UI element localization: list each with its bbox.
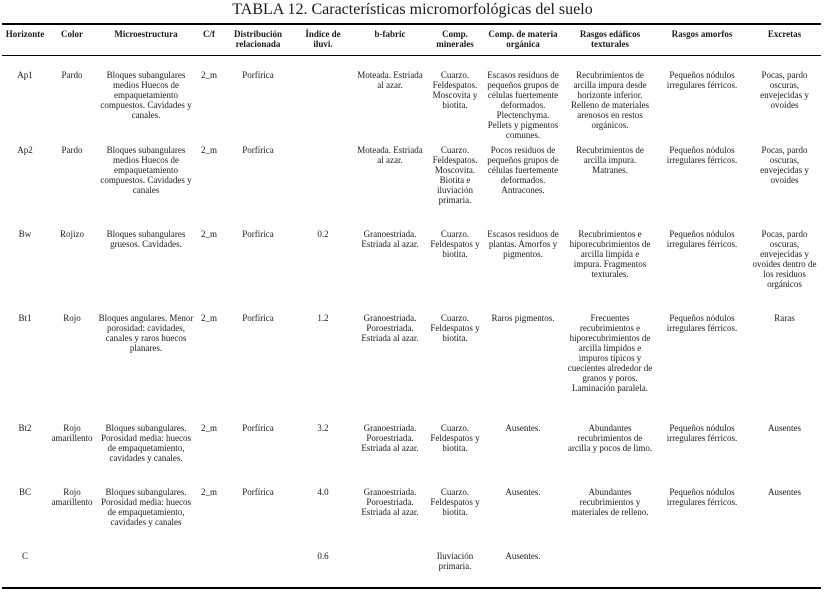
table-row <box>2 487 821 551</box>
cell-horizonte: Ap1 <box>17 70 33 80</box>
cell-horizonte: Bw <box>18 229 32 239</box>
cell-mineral: Cuarzo. Feldespatos. Moscovita y biotita. <box>432 70 478 110</box>
table-row <box>2 423 821 487</box>
cell-excretas: Pocas, pardo oscuras, envejecidas y ovoides <box>760 145 809 185</box>
cell-cf: 2_m <box>200 313 217 323</box>
cell-mineral: Iluviación primaria. <box>436 551 474 571</box>
table-title: TABLA 12. Características micromorfológicas del suelo <box>232 1 593 18</box>
cell-cf: 2_m <box>200 70 217 80</box>
col-header-color: Color <box>61 29 83 39</box>
cell-microestructura: Bloques subangulares medios Huecos de empaquetamiento compuestos. Cavidades y canales. <box>100 70 192 120</box>
cell-horizonte: Bt2 <box>18 423 32 433</box>
col-header-mineral: Comp. minerales <box>436 29 474 49</box>
cell-materia: Pocos residuos de pequeños grupos de células fuertemente deformados. Antracones. <box>487 145 559 195</box>
cell-excretas: Raras <box>774 313 795 323</box>
table-row <box>2 145 821 229</box>
col-header-excretas: Excretas <box>767 29 802 39</box>
cell-excretas <box>748 551 821 575</box>
cell-excretas: Ausentes <box>768 423 801 433</box>
cell-color: Rojo amarillento <box>51 487 93 507</box>
cell-amorfos: Pequeños nódulos irregulares férricos. <box>666 423 738 443</box>
cell-bfabric: Granoestriada. Poroestriada. Estriada al azar. <box>361 423 419 453</box>
cell-cf: 2_m <box>200 145 217 155</box>
cell-excretas: Ausentes <box>768 487 801 497</box>
cell-mineral: Cuarzo. Feldespatos y biotita. <box>430 313 480 343</box>
cell-amorfos <box>656 551 748 575</box>
table-row <box>2 229 821 313</box>
col-header-cf: C/f <box>203 29 215 39</box>
cell-materia: Ausentes. <box>505 487 541 497</box>
cell-color: Rojo <box>63 313 81 323</box>
cell-indice: 1.2 <box>317 313 329 323</box>
cell-bfabric: Moteada. Estriada al azar. <box>357 145 423 165</box>
cell-cf <box>196 551 222 575</box>
cell-cf: 2_m <box>200 423 217 433</box>
cell-microestructura: Bloques subangulares. Porosidad media: huecos de empaquetamiento, cavidades y canales. <box>101 423 191 463</box>
table-row <box>2 59 821 145</box>
table-row <box>2 313 821 423</box>
cell-cf: 2_m <box>200 487 217 497</box>
micromorphology-table <box>2 25 821 575</box>
cell-distribucion: Porfírica <box>242 70 274 80</box>
cell-amorfos: Pequeños nódulos irregulares férricos. <box>666 145 738 165</box>
cell-edaficos: Frecuentes recubrimientos e hiporecubrimientos de arcilla límpidos e impuros típicos y cuecientes alrededor de granos y poros. Laminación paralela. <box>567 313 653 393</box>
col-header-distribucion: Distribución relacionada <box>233 29 282 49</box>
cell-bfabric <box>352 551 428 575</box>
bottom-rule <box>2 587 821 589</box>
cell-materia: Escasos residuos de plantas. Amorfos y pigmentos. <box>487 229 559 259</box>
cell-bfabric: Granoestriada. Poroestriada. Estriada al azar. <box>361 487 419 517</box>
cell-distribucion <box>222 551 294 575</box>
col-header-amorfos: Rasgos amorfos <box>671 29 733 39</box>
cell-microestructura: Bloques subangulares. Porosidad media: huecos de empaquetamiento, cavidades y canales <box>101 487 191 527</box>
cell-indice: 4.0 <box>317 487 329 497</box>
cell-edaficos: Recubrimientos de arcilla impura. Matranes. <box>576 145 644 175</box>
cell-edaficos <box>564 551 656 575</box>
cell-excretas: Pocas, pardo oscuras, envejecidas y ovoides dentro de los residuos orgánicos <box>752 229 817 289</box>
cell-indice: 0.6 <box>317 551 329 561</box>
col-header-edaficos: Rasgos edáficos texturales <box>579 29 641 49</box>
cell-microestructura <box>96 551 196 575</box>
cell-color <box>48 551 96 575</box>
cell-distribucion: Porfírica <box>242 423 274 433</box>
cell-indice <box>294 145 352 229</box>
cell-horizonte: BC <box>18 487 31 497</box>
col-header-materia: Comp. de materia orgánica <box>488 29 558 49</box>
cell-amorfos: Pequeños nódulos irregulares férricos. <box>666 313 738 333</box>
cell-distribucion: Porfírica <box>242 145 274 155</box>
cell-edaficos: Recubrimientos de arcilla impura desde horizonte inferior. Relleno de materiales arenosos en restos orgánicos. <box>571 70 649 130</box>
cell-horizonte: Ap2 <box>17 145 33 155</box>
cell-distribucion: Porfírica <box>242 229 274 239</box>
cell-microestructura: Bloques subangulares gruesos. Cavidades. <box>106 229 186 249</box>
cell-indice: 0.2 <box>317 229 329 239</box>
cell-edaficos: Abundantes recubrimientos de arcilla y pocos de limo. <box>567 423 653 453</box>
cell-amorfos: Pequeños nódulos irregulares férricos. <box>666 70 738 90</box>
cell-mineral: Cuarzo. Feldespatos y biotita. <box>430 423 480 453</box>
cell-mineral: Cuarzo. Feldespatos y biotita. <box>430 487 480 517</box>
cell-materia: Ausentes. <box>505 423 541 433</box>
cell-horizonte: Bt1 <box>18 313 32 323</box>
cell-color: Rojizo <box>60 229 84 239</box>
cell-excretas: Pocas, pardo oscuras, envejecidas y ovoides <box>760 70 809 110</box>
cell-amorfos: Pequeños nódulos irregulares férricos. <box>666 229 738 249</box>
cell-bfabric: Moteada. Estriada al azar. <box>357 70 423 90</box>
cell-distribucion: Porfírica <box>242 487 274 497</box>
cell-microestructura: Bloques subangulares medios Huecos de empaquetamiento compuestos. Cavidades y canales <box>100 145 192 195</box>
cell-cf: 2_m <box>200 229 217 239</box>
cell-horizonte: C <box>21 551 28 561</box>
col-header-bfabric: b-fabric <box>374 29 406 39</box>
cell-materia: Raros pigmentos. <box>491 313 555 323</box>
cell-indice <box>294 59 352 145</box>
cell-materia: Escasos residuos de pequeños grupos de células fuertemente deformados. Plectenchyma. Pellets y pigmentos comunes. <box>487 70 559 140</box>
cell-bfabric: Granoestriada. Estriada al azar. <box>361 229 419 249</box>
cell-color: Rojo amarillento <box>51 423 93 443</box>
cell-color: Pardo <box>61 145 83 155</box>
cell-microestructura: Bloques angulares. Menor porosidad: cavidades, canales y raros huecos planares. <box>98 313 194 353</box>
table-row <box>2 551 821 575</box>
cell-amorfos: Pequeños nódulos irregulares férricos. <box>666 487 738 507</box>
cell-edaficos: Recubrimientos e hiporecubrimientos de arcilla limpida e impura. Fragmentos texturales. <box>569 229 651 279</box>
col-header-indice: Índice de iluvi. <box>305 29 341 49</box>
col-header-horizonte: Horizonte <box>5 29 45 39</box>
cell-mineral: Cuarzo. Feldespatos y biotita. <box>430 229 480 259</box>
cell-bfabric: Granoestriada. Poroestriada. Estriada al azar. <box>361 313 419 343</box>
cell-materia: Ausentes. <box>505 551 541 561</box>
cell-mineral: Cuarzo. Feldespatos. Moscovita. Biotita e iluviación primaria. <box>432 145 478 205</box>
header-row <box>2 25 821 59</box>
cell-edaficos: Abundantes recubrimientos y materiales de relleno. <box>571 487 649 517</box>
col-header-microestructura: Microestructura <box>114 29 178 39</box>
cell-indice: 3.2 <box>317 423 329 433</box>
cell-distribucion: Porfírica <box>242 313 274 323</box>
cell-color: Pardo <box>61 70 83 80</box>
